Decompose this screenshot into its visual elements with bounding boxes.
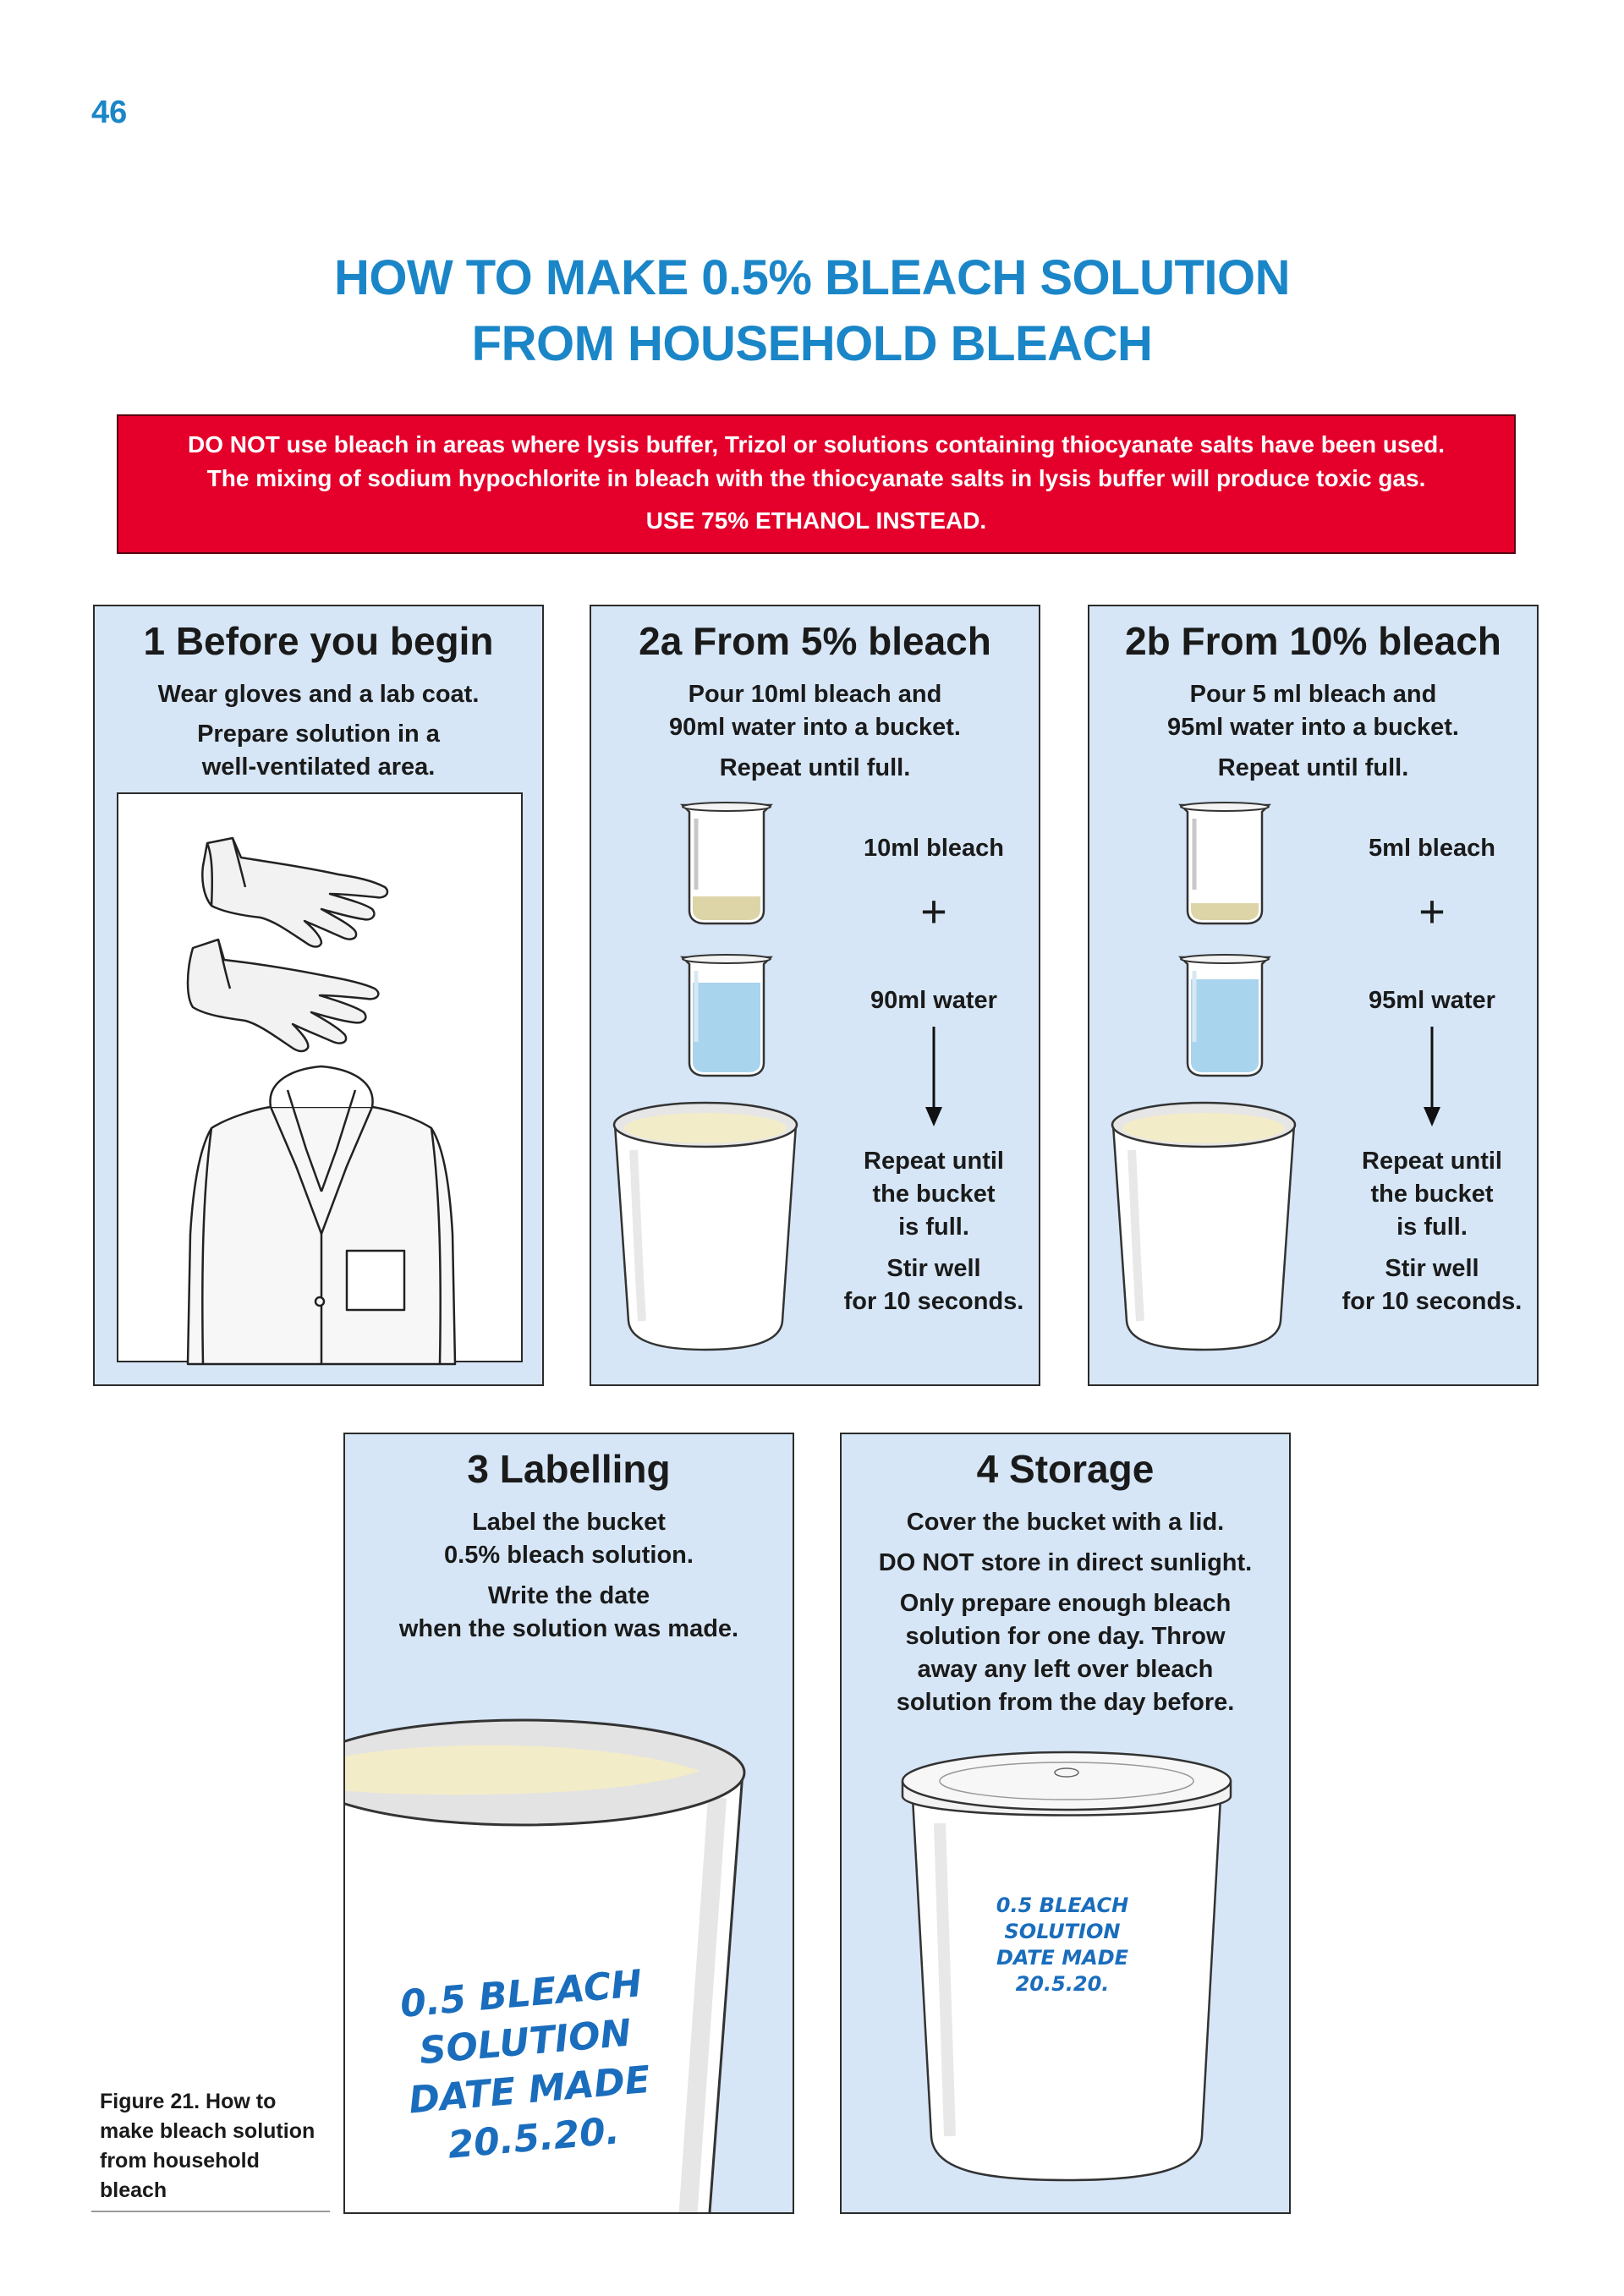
step-3-bucket-label-1: 0.5 BLEACH	[398, 1962, 645, 2027]
step-1-panel	[93, 605, 544, 1386]
step-4-text-6: solution from the day before.	[896, 1689, 1235, 1716]
step-2a-text-3: Repeat until full.	[719, 754, 911, 781]
figure-caption	[100, 2087, 328, 2206]
step-4-text-5: away any left over bleach	[917, 1656, 1214, 1683]
step-3-text-1: Label the bucket	[472, 1509, 666, 1536]
step-2a-repeat-3: is full.	[898, 1214, 969, 1241]
bleach-beaker-icon	[1174, 797, 1276, 923]
step-2a-stir-1: Stir well	[886, 1255, 981, 1282]
step-2b-text-1: Pour 5 ml bleach and	[1189, 681, 1437, 708]
page-title	[0, 245, 1624, 377]
step-4-panel	[840, 1433, 1291, 2214]
step-3-heading: 3 Labelling	[467, 1447, 671, 1491]
step-3-bucket-label-3: DATE MADE	[407, 2058, 652, 2123]
step-1-text-2: Prepare solution in a	[197, 721, 440, 748]
step-4-text-4: solution for one day. Throw	[905, 1623, 1226, 1650]
step-2a-panel	[590, 605, 1040, 1386]
step-2a-heading: 2a From 5% bleach	[639, 619, 991, 663]
step-2b-text-3: Repeat until full.	[1217, 754, 1409, 781]
step-4-text-1: Cover the bucket with a lid.	[906, 1509, 1225, 1536]
step-2a-bleach-label: 10ml bleach	[863, 835, 1005, 862]
warning-line-3: USE 75% ETHANOL INSTEAD.	[645, 507, 987, 534]
step-1-text-1: Wear gloves and a lab coat.	[157, 681, 480, 708]
step-4-bucket-label-4: 20.5.20.	[1015, 1972, 1110, 1996]
step-2a-repeat-2: the bucket	[872, 1181, 996, 1208]
step-3-text-4: when the solution was made.	[398, 1615, 739, 1642]
step-2b-heading: 2b From 10% bleach	[1125, 619, 1501, 663]
step-2b-text-2: 95ml water into a bucket.	[1167, 714, 1459, 741]
caption-line-1: Figure 21. How to	[100, 2090, 277, 2113]
step-3-text-3: Write the date	[487, 1582, 650, 1609]
step-1-heading: 1 Before you begin	[143, 619, 494, 663]
step-4-bucket-label-3: DATE MADE	[996, 1946, 1129, 1970]
caption-line-3: from household	[100, 2149, 260, 2173]
ppe-illustration	[117, 792, 523, 1362]
step-2a-text-1: Pour 10ml bleach and	[688, 681, 942, 708]
step-2b-stir-1: Stir well	[1385, 1255, 1479, 1282]
step-2a-water-label: 90ml water	[870, 987, 997, 1014]
step-3-bucket-label-4: 20.5.20.	[446, 2109, 622, 2167]
title-line-2: FROM HOUSEHOLD BLEACH	[471, 316, 1153, 371]
caption-line-4: bleach	[100, 2178, 167, 2202]
warning-line-2: The mixing of sodium hypochlorite in bleach with the thiocyanate salts in lysis buffer will produce toxic gas.	[206, 465, 1426, 491]
step-2b-plus: +	[1418, 886, 1446, 937]
lab-coat-icon	[118, 794, 524, 1364]
water-beaker-icon	[1174, 949, 1276, 1076]
step-2a-stir-2: for 10 seconds.	[843, 1288, 1024, 1315]
step-2b-repeat-2: the bucket	[1370, 1181, 1494, 1208]
caption-rule	[91, 2211, 330, 2212]
step-4-bucket-label-1: 0.5 BLEACH	[996, 1893, 1129, 1917]
step-2b-panel	[1088, 605, 1539, 1386]
water-beaker-icon	[676, 949, 777, 1076]
step-2a-text-2: 90ml water into a bucket.	[669, 714, 961, 741]
page-number: 46	[91, 95, 128, 130]
lidded-bucket-icon	[897, 1747, 1236, 2187]
step-2b-bleach-label: 5ml bleach	[1369, 835, 1495, 862]
step-2b-repeat-1: Repeat until	[1362, 1148, 1502, 1175]
warning-line-1: DO NOT use bleach in areas where lysis buffer, Trizol or solutions containing thiocyanate salts have been used.	[188, 431, 1445, 458]
step-3-text-2: 0.5% bleach solution.	[444, 1542, 694, 1569]
caption-line-2: make bleach solution	[100, 2119, 315, 2143]
step-4-text-2: DO NOT store in direct sunlight.	[878, 1549, 1253, 1576]
step-2a-plus: +	[920, 886, 947, 937]
step-4-bucket-label-2: SOLUTION	[1004, 1920, 1121, 1943]
step-3-panel	[343, 1433, 794, 2214]
step-2b-repeat-3: is full.	[1396, 1214, 1468, 1241]
bucket-icon	[608, 1099, 803, 1353]
step-4-text-3: Only prepare enough bleach	[899, 1590, 1232, 1617]
bleach-beaker-icon	[676, 797, 777, 923]
title-line-1: HOW TO MAKE 0.5% BLEACH SOLUTION	[333, 250, 1291, 305]
step-3-bucket-label-2: SOLUTION	[417, 2011, 634, 2074]
warning-banner	[117, 414, 1516, 554]
step-2a-repeat-1: Repeat until	[864, 1148, 1004, 1175]
labelled-bucket-icon	[345, 1688, 794, 2214]
step-1-text-3: well-ventilated area.	[201, 753, 436, 781]
arrow-down-icon	[1419, 1027, 1445, 1128]
step-2b-stir-2: for 10 seconds.	[1341, 1288, 1522, 1315]
step-2b-water-label: 95ml water	[1369, 987, 1495, 1014]
step-4-heading: 4 Storage	[976, 1447, 1155, 1491]
bucket-icon	[1106, 1099, 1301, 1353]
arrow-down-icon	[921, 1027, 946, 1128]
